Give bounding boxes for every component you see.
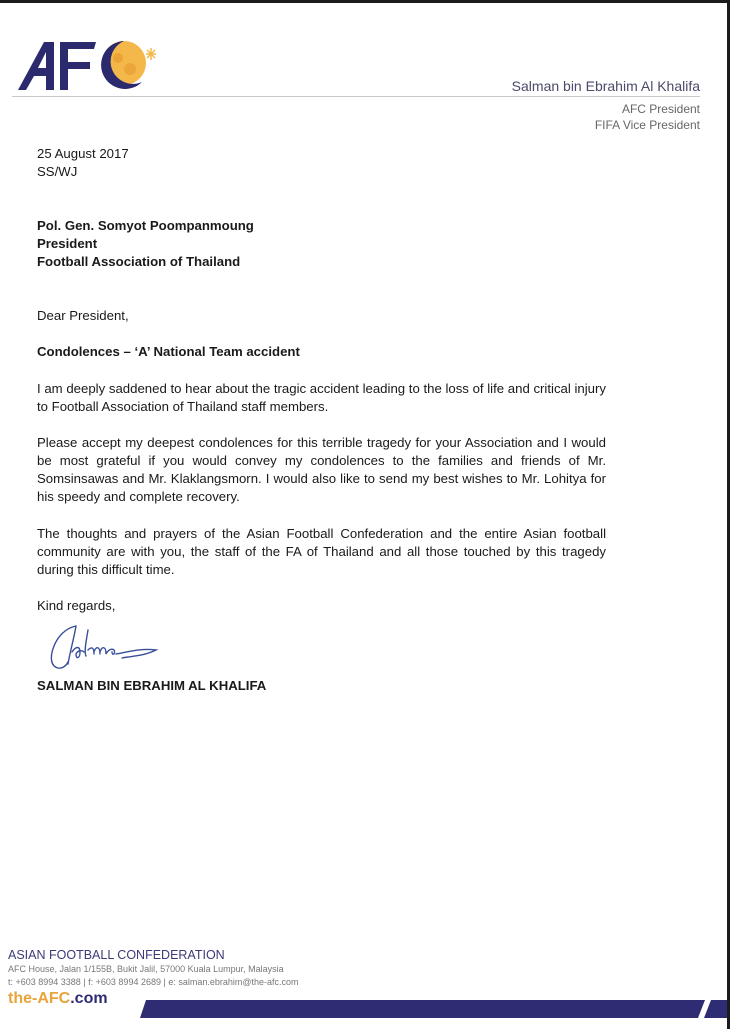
footer-website[interactable]: [8, 990, 108, 1008]
logo-globe-detail: [124, 63, 136, 75]
closing: Kind regards,: [37, 598, 116, 613]
logo-globe-detail: [113, 53, 123, 63]
body-paragraph: I am deeply saddened to hear about the tragic accident leading to the loss of life and critical injury to Football Association of Thailand staff members.: [37, 381, 606, 414]
signer-name: SALMAN BIN EBRAHIM AL KHALIFA: [37, 678, 267, 693]
recipient-organization: Football Association of Thailand: [37, 254, 241, 269]
footer-address: AFC House, Jalan 1/155B, Bukit Jalil, 57000 Kuala Lumpur, Malaysia: [8, 964, 284, 974]
afc-logo: [14, 36, 159, 92]
letter-date: 25 August 2017: [37, 146, 129, 161]
website-name: the-AFC: [8, 990, 71, 1007]
website-tld: .com: [70, 990, 108, 1007]
body-paragraph: Please accept my deepest condolences for this terrible tragedy for your Association and I would be most grateful if you would convey my condolences to the families and friends of Mr. Somsinsawas and Mr. Klaklangsmorn. I would also like to send my best wishes to Mr. Lohitya for his speedy and complete recovery.: [37, 435, 606, 504]
afc-logo-graphic: [14, 36, 159, 92]
footer-organization: ASIAN FOOTBALL CONFEDERATION: [8, 948, 225, 962]
salutation: Dear President,: [37, 308, 129, 323]
logo-letter-a: [18, 42, 54, 90]
officer-title-afc: AFC President: [621, 102, 700, 116]
logo-letter-f: [60, 42, 96, 90]
top-border: [0, 0, 730, 3]
signature-graphic: [36, 622, 166, 672]
recipient-name: Pol. Gen. Somyot Poompanmoung: [37, 218, 254, 233]
header-divider: [12, 96, 700, 97]
handwritten-signature: [36, 622, 166, 672]
letter-reference: SS/WJ: [37, 164, 78, 179]
officer-title-fifa: FIFA Vice President: [594, 118, 700, 132]
officer-name: Salman bin Ebrahim Al Khalifa: [511, 78, 700, 94]
logo-star: [146, 48, 156, 60]
footer-contact: t: +603 8994 3388 | f: +603 8994 2689 | e: salman.ebrahim@the-afc.com: [8, 977, 299, 987]
subject-line: Condolences – ‘A’ National Team accident: [37, 344, 300, 359]
body-paragraph: The thoughts and prayers of the Asian Football Confederation and the entire Asian football community are with you, the staff of the FA of Thailand and all those touched by this tragedy during this difficult time.: [37, 526, 606, 577]
footer-band-stripe: [140, 1000, 727, 1018]
footer-band: [140, 1000, 727, 1018]
recipient-title: President: [37, 236, 98, 251]
